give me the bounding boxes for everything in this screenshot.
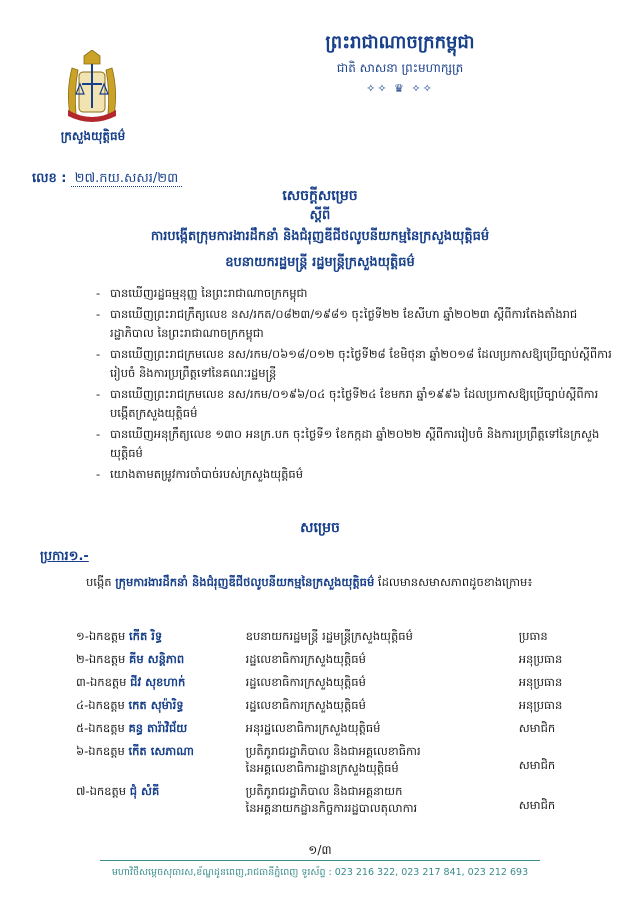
consideration-item: - យោងតាមតម្រូវការចាំបាច់របស់ក្រសួងយុត្តិធម៌ — [96, 465, 616, 484]
member-role: សមាជិក — [518, 721, 556, 735]
member-position-line: ប្រតិភូរាជរដ្ឋាភិបាល និងជាអគ្គនាយក — [245, 784, 403, 798]
table-row — [74, 741, 614, 781]
member-name: ជីវ សុខហាក់ — [130, 675, 186, 689]
member-role-text: សមាជិក — [518, 758, 556, 772]
member-number: ៥-ឯកឧត្តម — [76, 721, 125, 735]
member-position: អនុរដ្ឋលេខាធិការក្រសួងយុត្តិធម៌ — [245, 721, 381, 735]
table-row — [74, 649, 614, 672]
member-number: ២-ឯកឧត្តម — [76, 652, 126, 666]
member-name-cell — [74, 649, 244, 672]
consideration-item: - បានឃើញព្រះរាជក្រមលេខ នស/រកម/០៦១៨/០១២ ចុះថ្ងៃទី២៨ ខែមិថុនា ឆ្នាំ២០១៨ ដែលប្រកាសឱ្យប្រើច្បាប់ស្ដីពីការរៀបចំ និងការប្រព្រឹត្តទៅនៃគណៈរដ្ឋមន្ត្រី — [96, 345, 616, 383]
footer-divider — [100, 860, 540, 861]
member-name-cell — [74, 741, 244, 781]
member-role: អនុប្រធាន — [518, 698, 563, 712]
member-name: ជុំ សំគី — [129, 784, 160, 798]
article-heading: ប្រការ១.- — [40, 549, 89, 564]
ministry-name: ក្រសួងយុត្តិធម៌ — [60, 129, 126, 143]
member-name: គន្ធ តារ៉ាវិជ័យ — [128, 721, 188, 735]
member-position-line: ប្រតិភូរាជរដ្ឋាភិបាល និងជាអគ្គលេខាធិការ — [245, 744, 421, 758]
decision-heading: សម្រេច — [300, 520, 340, 536]
member-role: អនុប្រធាន — [518, 675, 563, 689]
member-position-line: នៃអគ្គលេខាធិការដ្ឋានក្រសួងយុត្តិធម៌ — [245, 761, 399, 775]
member-position: រដ្ឋលេខាធិការក្រសួងយុត្តិធម៌ — [245, 698, 366, 712]
member-role: អនុប្រធាន — [518, 652, 563, 666]
issuer-title: ឧបនាយករដ្ឋមន្ត្រី រដ្ឋមន្ត្រីក្រសួងយុត្តិធម៌ — [225, 255, 415, 270]
member-number: ៤-ឯកឧត្តម — [76, 698, 125, 712]
member-role — [517, 741, 614, 781]
ornament-divider: ✧✧ ♛ ✧✧ — [366, 82, 434, 95]
consideration-item: - បានឃើញរដ្ឋធម្មនុញ្ញ នៃព្រះរាជាណាចក្រកម្ពុជា — [96, 284, 616, 303]
member-name-cell — [74, 781, 244, 821]
members-table — [74, 626, 614, 821]
document-subject: ការបង្កើតក្រុមការងារដឹកនាំ និងជំរុញឌីជីថលូបនីយកម្មនៃក្រសួងយុត្តិធម៌ — [150, 229, 490, 244]
footer-address: មហាវិថីសម្ដេចសុធារស,ខ័ណ្ឌដូនពេញ,រាជធានីភ្នំពេញ ទូរស័ព្ទ : 023 216 322, 023 217 841, 023 212 693 — [111, 867, 529, 878]
member-name: កើត រិទ្ធ — [129, 629, 163, 643]
member-name-cell — [74, 672, 244, 695]
member-position: រដ្ឋលេខាធិការក្រសួងយុត្តិធម៌ — [245, 652, 366, 666]
article-body-prefix: បង្កើត — [86, 575, 112, 589]
national-motto: ជាតិ សាសនា ព្រះមហាក្សត្រ — [336, 61, 464, 75]
consideration-item: - បានឃើញអនុក្រឹត្យលេខ ១៣០ អនក្រ.បក ចុះថ្ងៃទី១ ខែកក្កដា ឆ្នាំ២០២២ ស្ដីពីការរៀបចំ និងការប្រព្រឹត្តទៅនៃក្រសួងយុត្តិធម៌ — [96, 425, 616, 463]
member-number: ១-ឯកឧត្តម — [76, 629, 126, 643]
member-role: ប្រធាន — [518, 629, 548, 643]
member-role-text: សមាជិក — [518, 798, 556, 812]
member-name: កេត សុម៉ារិទ្ធ — [128, 698, 184, 712]
article-body-suffix: ដែលមានសមាសភាពដូចខាងក្រោម៖ — [374, 575, 533, 589]
member-number: ៦-ឯកឧត្តម — [76, 744, 125, 758]
table-row — [74, 718, 614, 741]
table-row — [74, 695, 614, 718]
article-body — [40, 572, 606, 592]
member-number: ៣-ឯកឧត្តម — [76, 675, 127, 689]
member-name: កើត សេភាណា — [128, 744, 194, 758]
table-row — [74, 672, 614, 695]
document-type: សេចក្ដីសម្រេច — [282, 188, 358, 204]
member-role — [517, 781, 614, 821]
member-number: ៧-ឯកឧត្តម — [76, 784, 127, 798]
table-row — [74, 781, 614, 821]
consideration-item: - បានឃើញព្រះរាជក្រមលេខ នស/រកម/០១៩៦/០៤ ចុះថ្ងៃទី២៤ ខែមករា ឆ្នាំ១៩៩៦ ដែលប្រកាសឱ្យប្រើច្បាប់ស្ដីពីការបង្កើតក្រសួងយុត្តិធម៌ — [96, 385, 616, 423]
considerations-list — [96, 284, 616, 486]
member-position — [244, 741, 517, 781]
article-body-emphasis: ក្រុមការងារដឹកនាំ និងជំរុញឌីជីថលូបនីយកម្មនៃក្រសួងយុត្តិធម៌ — [115, 575, 375, 589]
member-name-cell — [74, 718, 244, 741]
member-position-line: នៃអគ្គនាយកដ្ឋានកិច្ចការរដ្ឋបាលតុលាការ — [245, 801, 418, 815]
member-position: ឧបនាយករដ្ឋមន្ត្រី រដ្ឋមន្ត្រីក្រសួងយុត្តិធម៌ — [245, 629, 413, 643]
ministry-emblem-icon — [62, 50, 122, 122]
reference-label: លេខ : — [32, 171, 67, 186]
reference-value: ២៧.កយ.សសរ/២៣ — [71, 171, 183, 187]
member-name: គីម សន្តិភាព — [129, 652, 185, 666]
member-position: រដ្ឋលេខាធិការក្រសួងយុត្តិធម៌ — [245, 675, 366, 689]
page-number: ១/៣ — [308, 843, 332, 857]
member-name-cell — [74, 626, 244, 649]
member-position — [244, 781, 517, 821]
consideration-item: - បានឃើញព្រះរាជក្រឹត្យលេខ នស/រកត/០៨២៣/១៩៨១ ចុះថ្ងៃទី២២ ខែសីហា ឆ្នាំ២០២៣ ស្ដីពីការតែងតាំងរាជរដ្ឋាភិបាល នៃព្រះរាជាណាចក្រកម្ពុជា — [96, 305, 616, 343]
table-row — [74, 626, 614, 649]
about-label: ស្ដីពី — [309, 208, 331, 223]
kingdom-heading: ព្រះរាជាណាចក្រកម្ពុជា — [325, 32, 475, 53]
member-name-cell — [74, 695, 244, 718]
